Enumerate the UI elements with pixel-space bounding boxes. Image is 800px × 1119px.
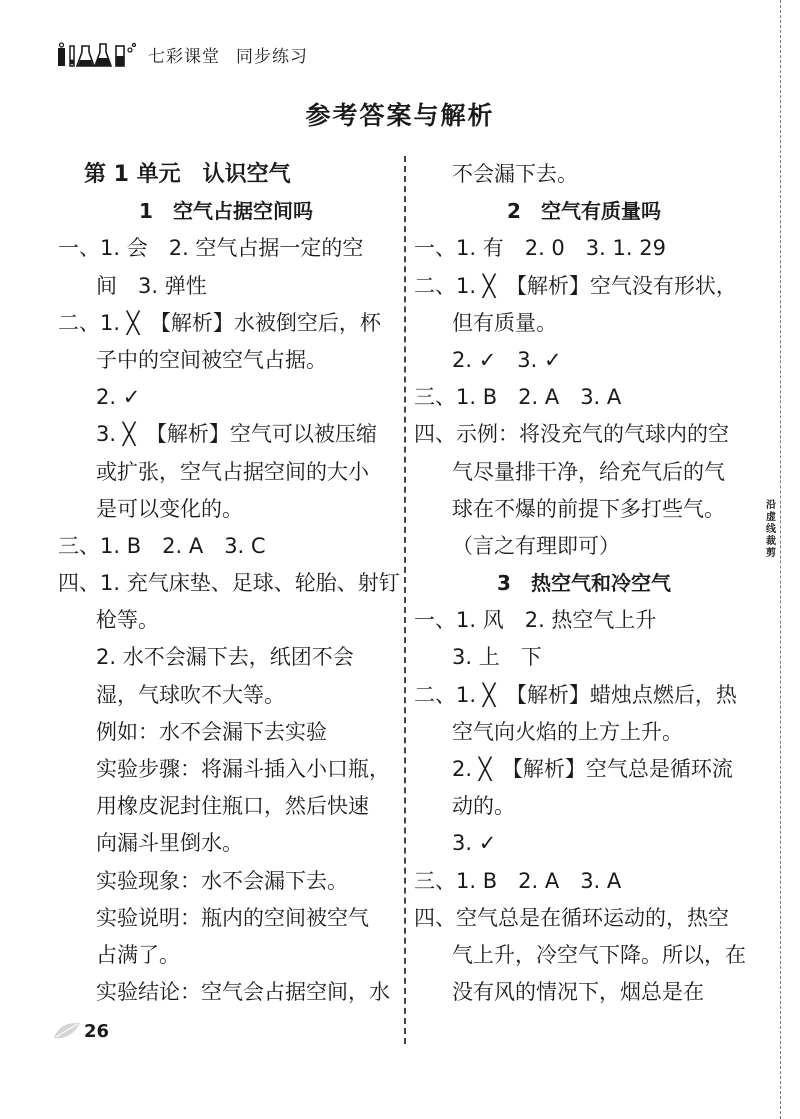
answer-line: 子中的空间被空气占据。 <box>96 347 327 372</box>
section-heading: 2 空气有质量吗 <box>507 199 661 224</box>
cut-label-char: 线 <box>766 524 776 535</box>
answer-line: 3. ╳ 【解析】空气可以被压缩 <box>96 422 377 447</box>
answer-line: 动的。 <box>452 794 515 819</box>
cut-label-char: 剪 <box>766 548 776 559</box>
page-title: 参考答案与解析 <box>305 101 495 130</box>
cut-label-char: 沿 <box>766 500 776 511</box>
cut-label-char: 裁 <box>766 536 776 547</box>
answer-line: 一、1. 风 2. 热空气上升 <box>414 608 657 633</box>
answer-line: 一、1. 有 2. 0 3. 1. 29 <box>414 236 666 261</box>
answer-line: 四、1. 充气床垫、足球、轮胎、射钉 <box>58 571 400 596</box>
lab-flask-logo-icon <box>56 40 138 68</box>
answer-line: 实验步骤：将漏斗插入小口瓶， <box>96 757 390 781</box>
page-number: 26 <box>84 1020 110 1042</box>
leaf-decoration-icon <box>52 1020 82 1042</box>
answer-line: 是可以变化的。 <box>96 496 243 521</box>
answer-line: 球在不爆的前提下多打些气。 <box>452 496 725 521</box>
brand-name: 七彩课堂 <box>148 46 220 67</box>
answer-line: 实验说明：瓶内的空间被空气 <box>96 905 369 930</box>
brand-subtitle: 同步练习 <box>236 46 308 67</box>
answer-line: 2. 水不会漏下去，纸团不会 <box>96 645 354 670</box>
answer-line: 向漏斗里倒水。 <box>96 831 243 856</box>
answer-line: 三、1. B 2. A 3. A <box>414 385 622 410</box>
answer-line: （言之有理即可） <box>452 533 620 558</box>
answer-line: 二、1. ╳ 【解析】水被倒空后，杯 <box>58 310 381 335</box>
answer-line: 2. ✓ 3. ✓ <box>452 347 562 372</box>
unit-heading: 第 1 单元 认识空气 <box>84 162 291 187</box>
answer-line: 2. ╳ 【解析】空气总是循环流 <box>452 757 733 781</box>
answer-line: 二、1. ╳ 【解析】空气没有形状， <box>414 273 737 298</box>
answer-line: 湿，气球吹不大等。 <box>96 682 285 707</box>
section-heading: 3 热空气和冷空气 <box>497 571 671 596</box>
answer-line: 三、1. B 2. A 3. C <box>58 533 266 558</box>
answer-line: 用橡皮泥封住瓶口，然后快速 <box>96 794 369 819</box>
cut-line <box>780 0 781 1119</box>
answer-line: 一、1. 会 2. 空气占据一定的空 <box>58 236 364 261</box>
answer-line: 实验结论：空气会占据空间，水 <box>96 980 390 1005</box>
answer-line: 例如：水不会漏下去实验 <box>96 719 327 744</box>
brand-header <box>56 36 308 72</box>
answer-line: 实验现象：水不会漏下去。 <box>96 868 348 893</box>
left-column <box>58 156 400 1011</box>
answer-line: 气尽量排干净，给充气后的气 <box>452 459 725 484</box>
answer-line: 3. ✓ <box>452 831 497 856</box>
answer-line: 四、空气总是在循环运动的，热空 <box>414 905 729 930</box>
answer-line: 占满了。 <box>96 942 180 967</box>
answer-line: 枪等。 <box>96 608 159 633</box>
answer-line: 空气向火焰的上方上升。 <box>452 719 683 744</box>
answer-line: 2. ✓ <box>96 385 141 410</box>
cut-label-char: 虚 <box>766 512 776 523</box>
answer-line: 四、示例：将没充气的气球内的空 <box>414 422 729 447</box>
answer-line: 没有风的情况下，烟总是在 <box>452 980 704 1005</box>
answer-line: 但有质量。 <box>452 310 557 335</box>
answer-line: 或扩张，空气占据空间的大小 <box>96 459 369 484</box>
column-divider <box>404 156 406 1044</box>
section-heading: 1 空气占据空间吗 <box>139 199 313 224</box>
answer-line: 二、1. ╳ 【解析】蜡烛点燃后，热 <box>414 682 737 707</box>
answer-line: 三、1. B 2. A 3. A <box>414 868 622 893</box>
answer-line: 气上升，冷空气下降。所以，在 <box>452 942 746 967</box>
right-column <box>414 156 754 1011</box>
answer-line: 间 3. 弹性 <box>96 273 207 298</box>
cut-line-label <box>764 500 778 560</box>
answer-line: 不会漏下去。 <box>452 162 578 186</box>
answer-line: 3. 上 下 <box>452 645 542 670</box>
page-number-area <box>52 1020 109 1042</box>
